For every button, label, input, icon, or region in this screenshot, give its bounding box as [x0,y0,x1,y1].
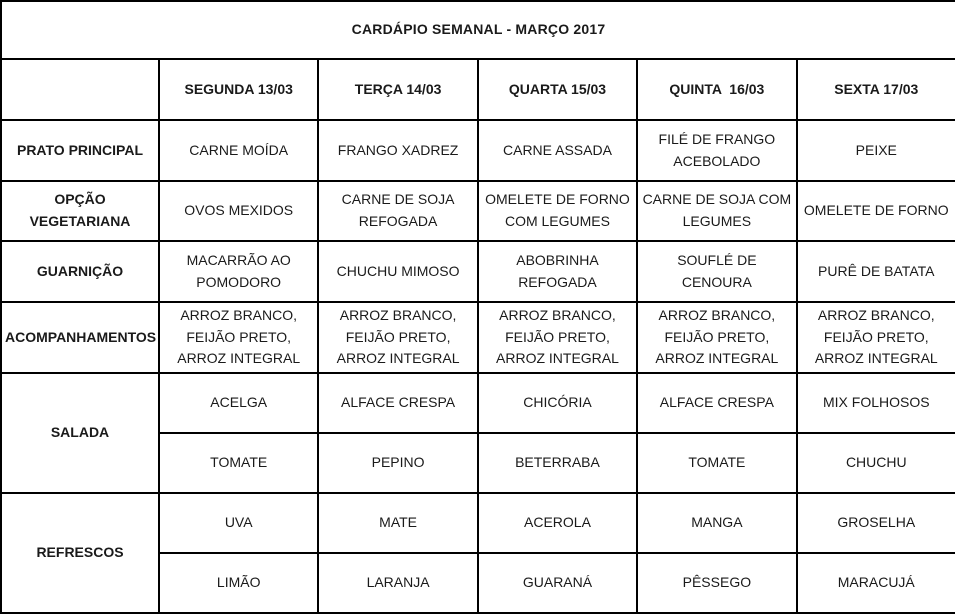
menu-cell: PURÊ DE BATATA [797,241,955,302]
day-header-segunda: SEGUNDA 13/03 [159,59,318,120]
menu-cell: TOMATE [637,433,796,493]
menu-cell: LARANJA [318,553,477,613]
menu-cell: SOUFLÉ DE CENOURA [637,241,796,302]
day-header-terca: TERÇA 14/03 [318,59,477,120]
row-acompanhamentos [1,302,955,373]
menu-cell: GROSELHA [797,493,955,553]
menu-cell: MANGA [637,493,796,553]
menu-cell: UVA [159,493,318,553]
menu-cell: FRANGO XADREZ [318,120,477,181]
day-header-quinta: QUINTA 16/03 [637,59,796,120]
row-guarnicao [1,241,955,302]
row-label-guarnicao: GUARNIÇÃO [1,241,159,302]
menu-cell: ARROZ BRANCO, FEIJÃO PRETO, ARROZ INTEGRAL [797,302,955,373]
menu-cell: MIX FOLHOSOS [797,373,955,433]
menu-cell: CHUCHU MIMOSO [318,241,477,302]
menu-cell: CARNE DE SOJA COM LEGUMES [637,181,796,241]
menu-cell: ACELGA [159,373,318,433]
menu-cell: CARNE DE SOJA REFOGADA [318,181,477,241]
menu-cell: ARROZ BRANCO, FEIJÃO PRETO, ARROZ INTEGRAL [159,302,318,373]
menu-cell: ALFACE CRESPA [637,373,796,433]
row-label-acompanhamentos: ACOMPANHAMENTOS [1,302,159,373]
menu-cell: ARROZ BRANCO, FEIJÃO PRETO, ARROZ INTEGRAL [478,302,637,373]
table-title: CARDÁPIO SEMANAL - MARÇO 2017 [1,1,955,59]
menu-cell: PEPINO [318,433,477,493]
menu-cell: ABOBRINHA REFOGADA [478,241,637,302]
menu-cell: PÊSSEGO [637,553,796,613]
row-label-prato-principal: PRATO PRINCIPAL [1,120,159,181]
menu-cell: MARACUJÁ [797,553,955,613]
row-salada-1 [1,373,955,433]
corner-cell [1,59,159,120]
row-refrescos-1 [1,493,955,553]
menu-cell: CARNE ASSADA [478,120,637,181]
menu-cell: TOMATE [159,433,318,493]
menu-cell: ACEROLA [478,493,637,553]
row-prato-principal [1,120,955,181]
menu-cell: OMELETE DE FORNO COM LEGUMES [478,181,637,241]
menu-cell: GUARANÁ [478,553,637,613]
menu-cell: FILÉ DE FRANGO ACEBOLADO [637,120,796,181]
menu-cell: OMELETE DE FORNO [797,181,955,241]
menu-cell: CHUCHU [797,433,955,493]
row-label-salada: SALADA [1,373,159,493]
title-row [1,1,955,59]
menu-cell: CHICÓRIA [478,373,637,433]
menu-cell: ARROZ BRANCO, FEIJÃO PRETO, ARROZ INTEGRAL [318,302,477,373]
day-header-quarta: QUARTA 15/03 [478,59,637,120]
menu-cell: PEIXE [797,120,955,181]
row-label-opcao-vegetariana: OPÇÃO VEGETARIANA [1,181,159,241]
menu-cell: BETERRABA [478,433,637,493]
header-row [1,59,955,120]
row-opcao-vegetariana [1,181,955,241]
menu-cell: ARROZ BRANCO, FEIJÃO PRETO, ARROZ INTEGRAL [637,302,796,373]
row-label-refrescos: REFRESCOS [1,493,159,613]
menu-cell: LIMÃO [159,553,318,613]
menu-cell: OVOS MEXIDOS [159,181,318,241]
menu-cell: ALFACE CRESPA [318,373,477,433]
menu-cell: CARNE MOÍDA [159,120,318,181]
menu-cell: MATE [318,493,477,553]
menu-cell: MACARRÃO AO POMODORO [159,241,318,302]
day-header-sexta: SEXTA 17/03 [797,59,955,120]
